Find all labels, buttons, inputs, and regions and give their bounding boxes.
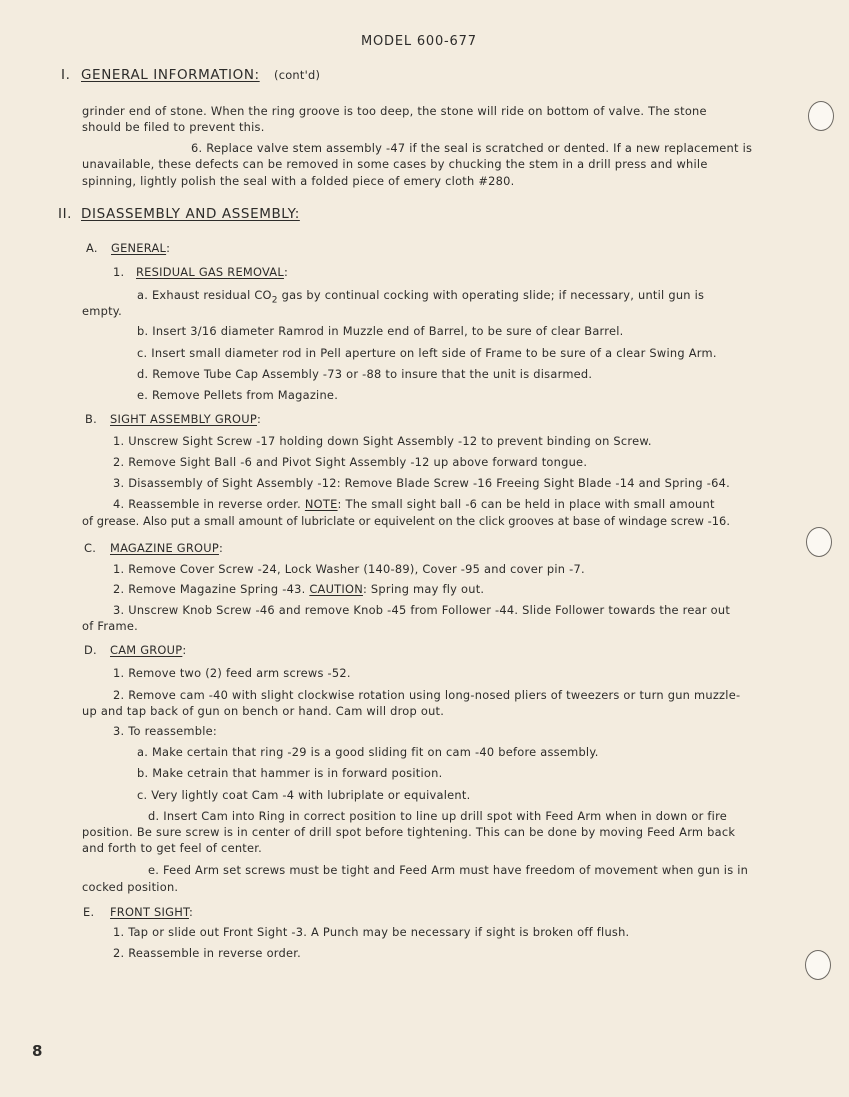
step-1: 1. Remove Cover Screw -24, Lock Washer (140-89), Cover -95 and cover pin -7.	[113, 562, 585, 576]
step-2: 2. Remove cam -40 with slight clockwise rotation using long-nosed pliers of tweezers or turn gun muzzle-	[113, 688, 741, 702]
section-1-number: I.	[61, 67, 71, 83]
model-header: MODEL 600-677	[361, 34, 477, 49]
body-line: spinning, lightly polish the seal with a folded piece of emery cloth #280.	[82, 174, 515, 188]
binder-hole-icon	[808, 101, 834, 131]
step-a: a. Exhaust residual $CO_2$ gas by continual cocking with operating slide; if necessary, until gun is	[137, 288, 705, 306]
step-3c: c. Very lightly coat Cam -4 with lubriplate or equivalent.	[137, 788, 471, 802]
step-3a: a. Make certain that ring -29 is a good sliding fit on cam -40 before assembly.	[137, 745, 599, 759]
page-number: 8	[32, 1042, 43, 1060]
step-3: 3. Unscrew Knob Screw -46 and remove Knob -45 from Follower -44. Slide Follower towards the rear out	[113, 603, 731, 617]
binder-hole-icon	[806, 527, 832, 557]
subsection-e-letter: E.	[83, 905, 95, 919]
step-c: c. Insert small diameter rod in Pell aperture on left side of Frame to be sure of a clear Swing Arm.	[137, 346, 717, 360]
step-3: 3. Disassembly of Sight Assembly -12: Remove Blade Screw -16 Freeing Sight Blade -14 and Spring -64.	[113, 476, 730, 490]
step-b: b. Insert 3/16 diameter Ramrod in Muzzle end of Barrel, to be sure of clear Barrel.	[137, 324, 624, 338]
step-3d: d. Insert Cam into Ring in correct position to line up drill spot with Feed Arm when in down or fire	[148, 809, 728, 823]
step-3: 3. To reassemble:	[113, 724, 217, 738]
body-line: unavailable, these defects can be removed in some cases by chucking the stem in a drill press and while	[82, 157, 708, 171]
subsection-b-letter: B.	[85, 412, 97, 426]
step-4: 4. Reassemble in reverse order. NOTE: The small sight ball -6 can be held in place with small amount	[113, 497, 715, 511]
step-2: 2. Reassemble in reverse order.	[113, 946, 302, 960]
subsection-d-title: CAM GROUP:	[110, 643, 187, 657]
residual-gas-title: RESIDUAL GAS REMOVAL:	[136, 265, 289, 279]
section-2-number: II.	[58, 206, 73, 222]
subsection-a-title: GENERAL:	[111, 241, 171, 255]
subsection-e-title: FRONT SIGHT:	[110, 905, 194, 919]
item-number: 1.	[113, 265, 125, 279]
step-1: 1. Remove two (2) feed arm screws -52.	[113, 666, 351, 680]
step-2-continued: up and tap back of gun on bench or hand. Cam will drop out.	[82, 704, 445, 718]
step-2: 2. Remove Sight Ball -6 and Pivot Sight Assembly -12 up above forward tongue.	[113, 455, 588, 469]
subsection-c-letter: C.	[84, 541, 97, 555]
body-line: should be filed to prevent this.	[82, 120, 265, 134]
step-3e: e. Feed Arm set screws must be tight and Feed Arm must have freedom of movement when gun is in	[148, 863, 749, 877]
subsection-b-title: SIGHT ASSEMBLY GROUP:	[110, 412, 262, 426]
step-3d-continued: and forth to get feel of center.	[82, 841, 263, 855]
section-1-title: GENERAL INFORMATION:	[81, 67, 260, 83]
step-3-continued: of Frame.	[82, 619, 138, 633]
section-2-title: DISASSEMBLY AND ASSEMBLY:	[81, 206, 300, 222]
subsection-a-letter: A.	[86, 241, 98, 255]
section-1-suffix: (cont'd)	[274, 68, 321, 82]
body-line: 6. Replace valve stem assembly -47 if the seal is scratched or dented. If a new replacement is	[191, 141, 753, 155]
step-a-continued: empty.	[82, 304, 123, 318]
step-e: e. Remove Pellets from Magazine.	[137, 388, 339, 402]
step-3b: b. Make cetrain that hammer is in forward position.	[137, 766, 443, 780]
body-line: grinder end of stone. When the ring groove is too deep, the stone will ride on bottom of valve. The stone	[82, 104, 707, 118]
step-1: 1. Tap or slide out Front Sight -3. A Punch may be necessary if sight is broken off flush.	[113, 925, 630, 939]
step-4-continued: of grease. Also put a small amount of lubriclate or equivelent on the click grooves at base of windage screw -16.	[82, 514, 731, 528]
step-d: d. Remove Tube Cap Assembly -73 or -88 to insure that the unit is disarmed.	[137, 367, 593, 381]
step-2: 2. Remove Magazine Spring -43. CAUTION: Spring may fly out.	[113, 582, 485, 596]
subsection-c-title: MAGAZINE GROUP:	[110, 541, 224, 555]
binder-hole-icon	[805, 950, 831, 980]
step-1: 1. Unscrew Sight Screw -17 holding down Sight Assembly -12 to prevent binding on Screw.	[113, 434, 652, 448]
subsection-d-letter: D.	[84, 643, 97, 657]
step-3d-continued: position. Be sure screw is in center of drill spot before tightening. This can be done by moving Feed Arm back	[82, 825, 736, 839]
step-3e-continued: cocked position.	[82, 880, 179, 894]
